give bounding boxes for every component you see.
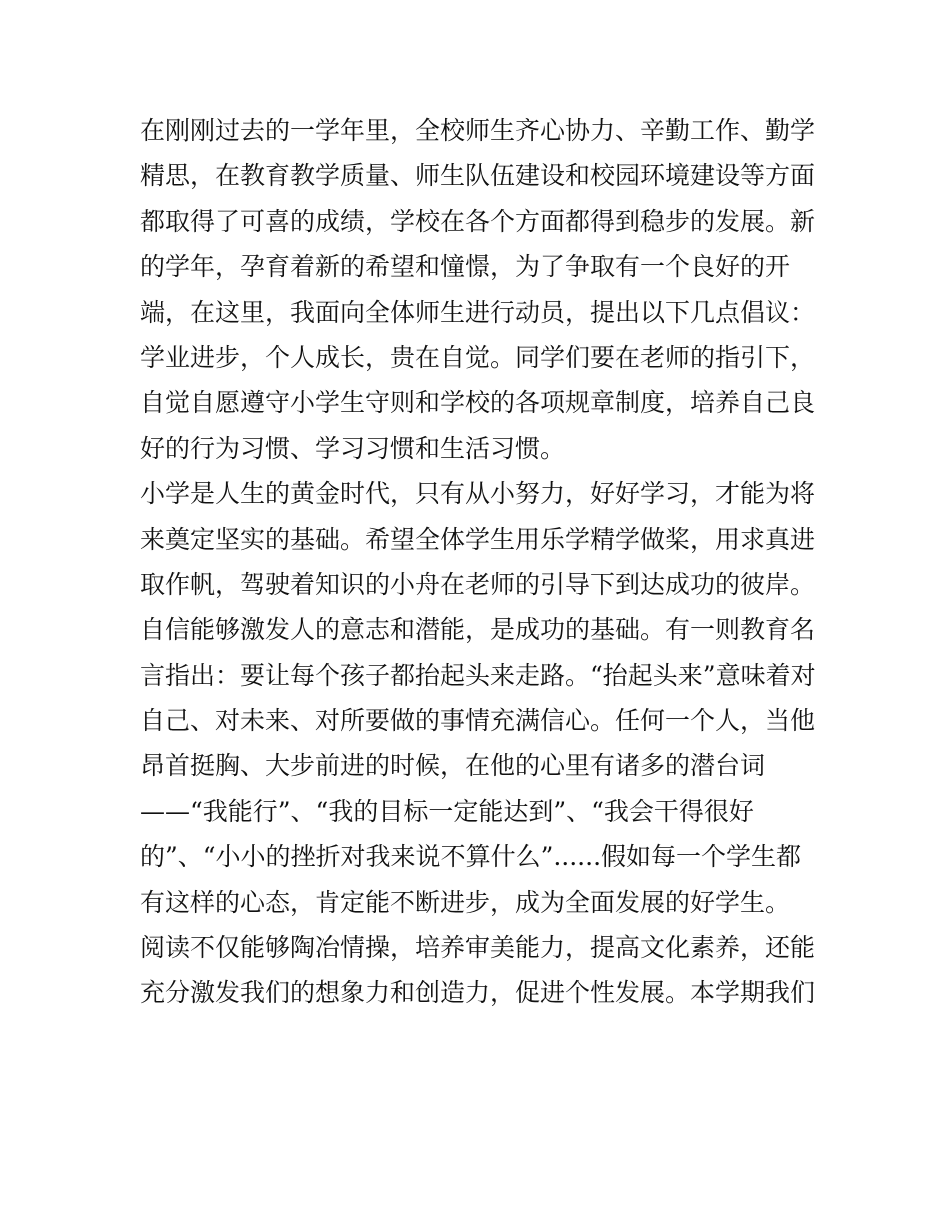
text-line: 言指出：要让每个孩子都抬起头来走路。“抬起头来”意味着对 (140, 660, 816, 690)
text-line: 阅读不仅能够陶冶情操，培养审美能力，提高文化素养，还能 (140, 933, 816, 963)
text-line: 自信能够激发人的意志和潜能，是成功的基础。有一则教育名 (140, 615, 816, 645)
text-line: 昂首挺胸、大步前进的时候，在他的心里有诸多的潜台词 (140, 751, 766, 781)
text-line: 好的行为习惯、学习习惯和生活习惯。 (140, 433, 566, 463)
document-body (140, 108, 820, 1016)
text-line: 来奠定坚实的基础。希望全体学生用乐学精学做桨，用求真进 (140, 524, 816, 554)
text-line: 自己、对未来、对所要做的事情充满信心。任何一个人，当他 (140, 706, 816, 736)
text-line: 精思，在教育教学质量、师生队伍建设和校园环境建设等方面 (140, 161, 816, 191)
text-line: 都取得了可喜的成绩，学校在各个方面都得到稳步的发展。新 (140, 206, 816, 236)
text-line: 的学年，孕育着新的希望和憧憬，为了争取有一个良好的开 (140, 252, 791, 282)
text-line: 的”、“小小的挫折对我来说不算什么”......假如每一个学生都 (140, 842, 802, 872)
text-line: 有这样的心态，肯定能不断进步，成为全面发展的好学生。 (140, 887, 791, 917)
text-line: 自觉自愿遵守小学生守则和学校的各项规章制度，培养自己良 (140, 388, 816, 418)
text-line: 在刚刚过去的一学年里，全校师生齐心协力、辛勤工作、勤学 (140, 116, 816, 145)
text-line: 小学是人生的黄金时代，只有从小努力，好好学习，才能为将 (140, 479, 816, 509)
text-line: 充分激发我们的想象力和创造力，促进个性发展。本学期我们 (140, 978, 816, 1008)
text-line: 取作帆，驾驶着知识的小舟在老师的引导下到达成功的彼岸。 (140, 569, 816, 599)
text-line: ——“我能行”、“我的目标一定能达到”、“我会干得很好 (140, 796, 754, 826)
text-line: 学业进步，个人成长，贵在自觉。同学们要在老师的指引下， (140, 342, 816, 372)
text-line: 端，在这里，我面向全体师生进行动员，提出以下几点倡议： (140, 297, 816, 327)
